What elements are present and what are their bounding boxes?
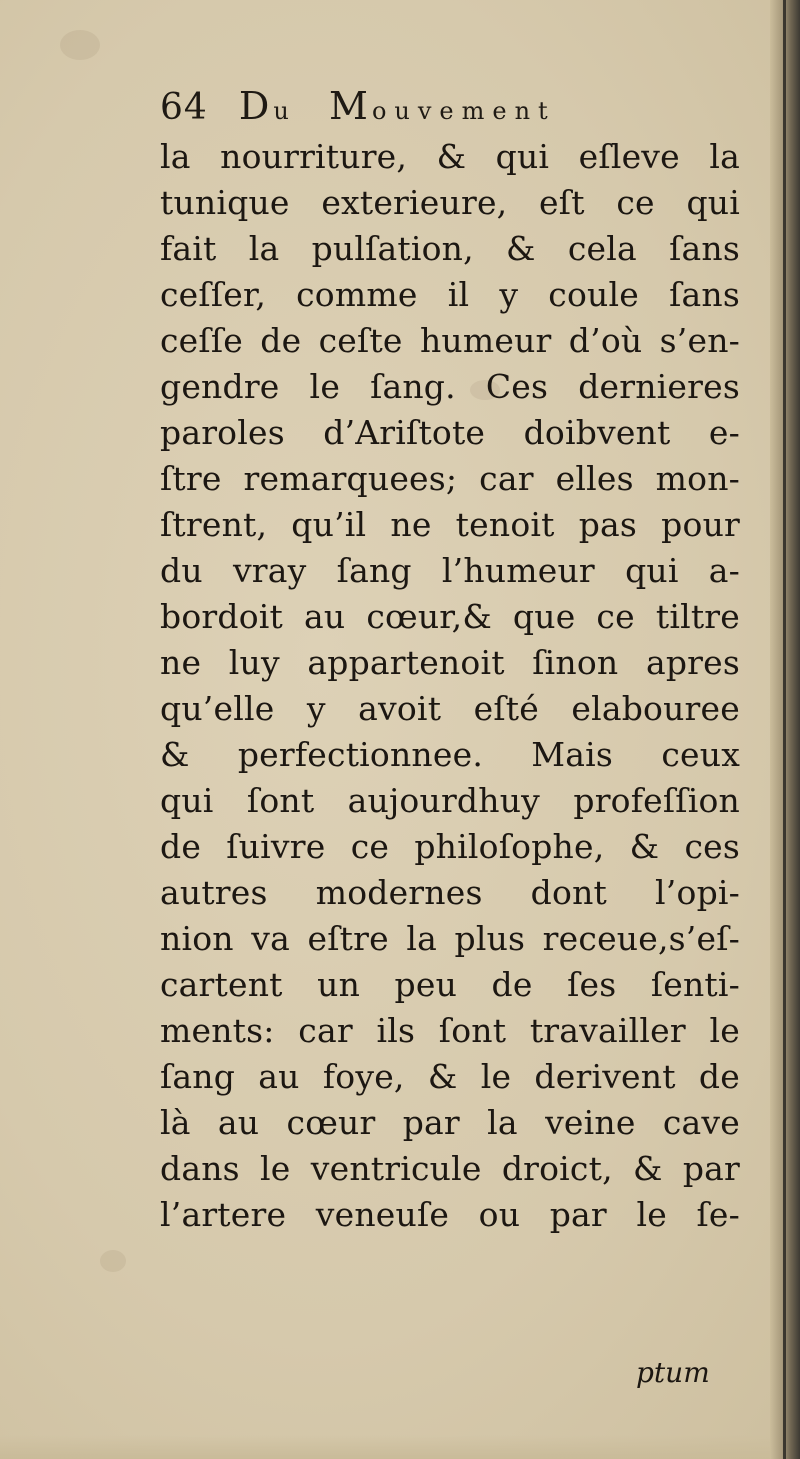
- text-line: qu’elle y avoit eſté elabouree: [160, 689, 740, 728]
- running-title-small-caps: ouvement: [371, 97, 556, 125]
- text-line: ments: car ils ſont travailler le: [160, 1011, 740, 1050]
- text-line: là au cœur par la veine cave: [160, 1103, 740, 1142]
- text-line: l’artere veneuſe ou par le ſe-: [160, 1195, 740, 1234]
- text-line: dans le ventricule droict, & par: [160, 1149, 740, 1188]
- text-line: autres modernes dont l’opi-: [160, 873, 740, 912]
- text-line: bordoit au cœur,& que ce tiltre: [160, 597, 740, 636]
- catchword: ptum: [636, 1356, 710, 1389]
- page-bottom-edge: [0, 1435, 800, 1459]
- text-line: ſang au foye, & le derivent de: [160, 1057, 740, 1096]
- text-line: ne luy appartenoit ſinon apres: [160, 643, 740, 682]
- text-line: de ſuivre ce philoſophe, & ces: [160, 827, 740, 866]
- text-line: ceſſe de ceſte humeur d’où s’en-: [160, 321, 740, 360]
- running-title: [239, 84, 556, 128]
- text-line: qui ſont aujourdhuy profeſſion: [160, 781, 740, 820]
- text-line: fait la pulſation, & cela ſans: [160, 229, 740, 268]
- text-line: ſtre remarquees; car elles mon-: [160, 459, 740, 498]
- text-line: & perfectionnee. Mais ceux: [160, 735, 740, 774]
- running-header: [160, 84, 720, 134]
- running-title-initial: D: [238, 84, 274, 128]
- text-line: la nourriture, & qui eſleve la: [160, 137, 740, 176]
- running-title-initial: M: [329, 84, 372, 128]
- text-line: cartent un peu de ſes ſenti-: [160, 965, 740, 1004]
- text-line: nion va eſtre la plus receue,s’eſ-: [160, 919, 740, 958]
- paper-stain: [60, 30, 100, 60]
- text-line: gendre le ſang. Ces dernieres: [160, 367, 740, 406]
- text-line: ceſſer, comme il y coule ſans: [160, 275, 740, 314]
- text-line: tunique exterieure, eſt ce qui: [160, 183, 740, 222]
- page-number: 64: [160, 87, 208, 128]
- paper-stain: [100, 1250, 126, 1272]
- text-line: paroles d’Ariſtote doibvent e-: [160, 413, 740, 452]
- body-text: [160, 134, 740, 1238]
- binding-edge: [783, 0, 786, 1459]
- text-line: du vray ſang l’humeur qui a-: [160, 551, 740, 590]
- running-title-small-caps: u: [273, 97, 297, 125]
- text-line: ſtrent, qu’il ne tenoit pas pour: [160, 505, 740, 544]
